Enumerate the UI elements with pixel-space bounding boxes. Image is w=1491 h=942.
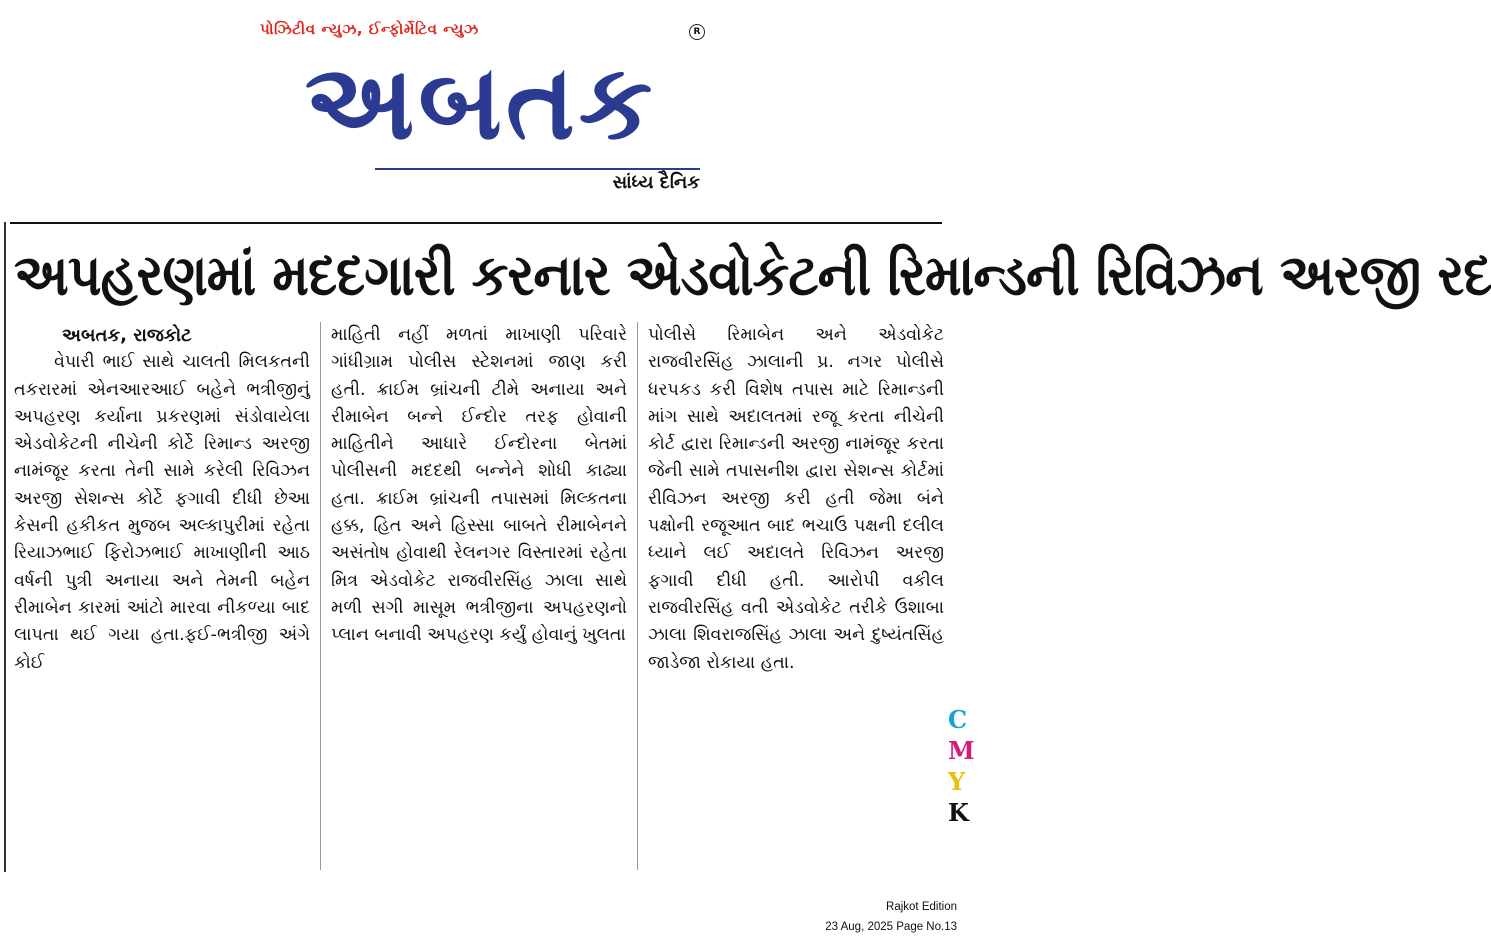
cmyk-y-mark: Y	[948, 767, 966, 796]
article-column-3	[648, 322, 944, 870]
cmyk-k-mark: K	[948, 798, 969, 827]
cmyk-m-mark: M	[948, 736, 975, 765]
masthead-tagline: પોઝિટીવ ન્યુઝ, ઈન્ફોર્મેટિવ ન્યુઝ	[260, 20, 479, 38]
article-headline: અપહરણમાં મદદગારી કરનાર એડવોકેટની રિમાન્ડની રિવિઝન અરજી રદ	[14, 243, 1491, 309]
column-divider	[320, 322, 321, 870]
header-divider	[10, 222, 942, 224]
registered-mark-icon: R	[689, 24, 705, 40]
logo-underline	[375, 168, 700, 170]
newspaper-logo: અબતક	[304, 41, 657, 163]
article-column-2	[331, 322, 627, 870]
edition-name: Rajkot Edition	[886, 901, 957, 913]
column-divider	[637, 322, 638, 870]
edition-info	[825, 897, 957, 937]
cmyk-c-mark: C	[948, 705, 968, 734]
cmyk-print-marks	[948, 704, 975, 828]
column-1-text: વેપારી ભાઈ સાથે ચાલતી મિલકતની તકરારમાં એનઆરઆઈ બહેને ભત્રીજીનું અપહરણ કર્યાના પ્રકરણમાં સંડોવાયેલા એડવોકેટની નીચેની કોર્ટે રિમાન્ડ અરજી નામંજૂર કરતા તેની સામે કરેલી રિવિઝન અરજી સેશન્સ કોર્ટે ફગાવી દીધી છેઆ કેસની હકીકત મુજબ અલ્કાપુરીમાં રહેતા રિયાઝભાઈ ફિરોઝભાઈ માખાણીની આઠ વર્ષની પુત્રી અનાયા અને તેમની બહેન રીમાબેન કારમાં આંટો મારવા નીકળ્યા બાદ લાપતા થઈ ગયા હતા.ફઈ-ભત્રીજી અંગે કોઈ	[14, 352, 310, 673]
article-dateline: અબતક, રાજકોટ	[62, 325, 192, 346]
masthead-subtitle: સાંધ્ય દૈનિક	[612, 172, 700, 193]
article-column-1	[14, 322, 310, 870]
column-3-text: પોલીસે રિમાબેન અને એડવોકેટ રાજવીરસિંહ ઝાલાની પ્ર. નગર પોલીસે ધરપકડ કરી વિશેષ તપાસ માટે રિમાન્ડની માંગ સાથે અદાલતમાં રજૂ કરતા નીચેની કોર્ટ દ્વારા રિમાન્ડની અરજી નામંજૂર કરતા જેની સામે તપાસનીશ દ્વારા સેશન્સ કોર્ટમાં રીવિઝન અરજી કરી હતી જેમા બંને પક્ષોની રજૂઆત બાદ ભચાઉ પક્ષની દલીલ ધ્યાને લઈ અદાલતે રિવિઝન અરજી ફગાવી દીધી હતી. આરોપી વકીલ રાજવીરસિંહ વતી એડવોકેટ તરીકે ઉશાબા ઝાલા શિવરાજસિંહ ઝાલા અને દુષ્યંતસિંહ જાડેજા રોકાયા હતા.	[648, 325, 944, 673]
left-margin-rule	[4, 222, 6, 872]
masthead	[0, 0, 967, 212]
edition-date-page: 23 Aug, 2025 Page No.13	[825, 921, 957, 933]
column-2-text: માહિતી નહીં મળતાં માખાણી પરિવારે ગાંધીગ્રામ પોલીસ સ્ટેશનમાં જાણ કરી હતી. ક્રાઈમ બ્રાંચની ટીમે અનાયા અને રીમાબેન બન્ને ઈન્દોર તરફ હોવાની માહિતીને આધારે ઈન્દોરના બેતમાં પોલીસની મદદથી બન્નેને શોધી કાઢ્યા હતા. ક્રાઈમ બ્રાંચની તપાસમાં મિલ્કતના હક્ક, હિત અને હિસ્સા બાબતે રીમાબેનને અસંતોષ હોવાથી રેલનગર વિસ્તારમાં રહેતા મિત્ર એડવોકેટ રાજવીરસિંહ ઝાલા સાથે મળી સગી માસૂમ ભત્રીજીના અપહરણનો પ્લાન બનાવી અપહરણ કર્યું હોવાનું ખુલતા	[331, 325, 627, 646]
